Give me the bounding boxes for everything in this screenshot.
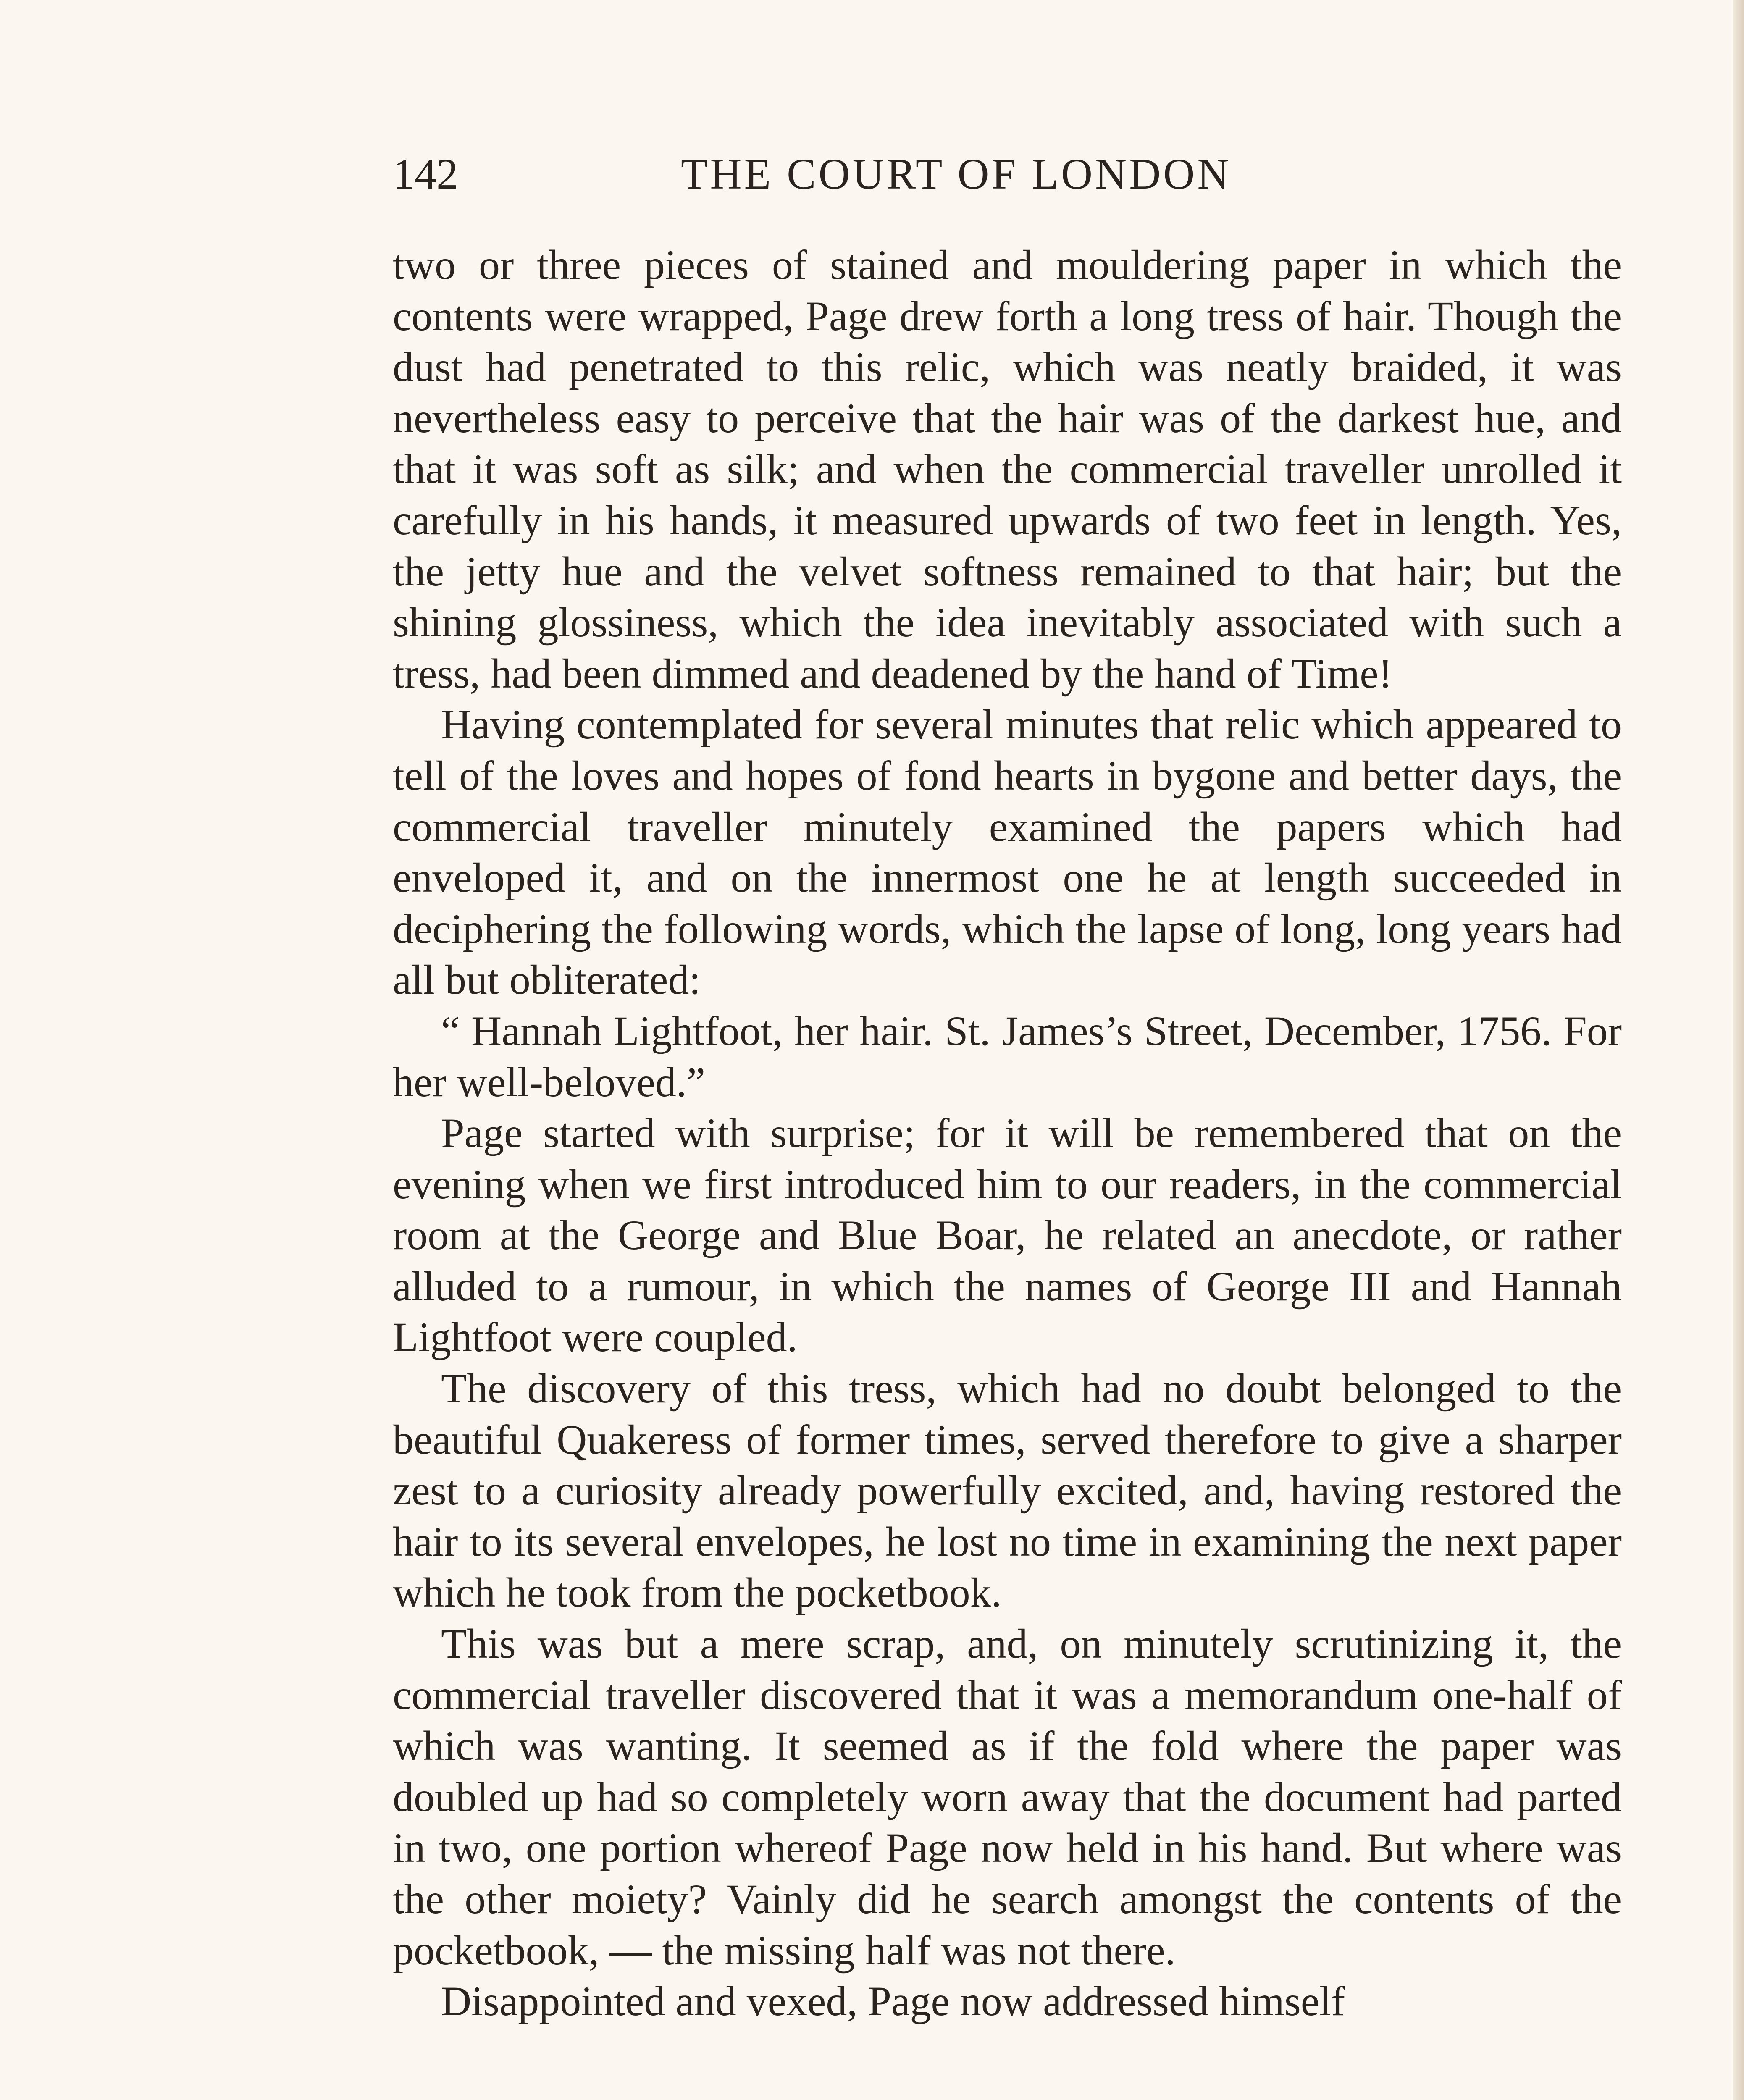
page-number: 142 xyxy=(393,150,458,198)
paragraph-4: Page started with surprise; for it will be remembered that on the evening when we first introduced him to our readers, in the commercial room at the George and Blue Boar, he related an anecdote, or rather alluded to a rumour, in which the names of George III and Hannah Lightfoot were coupled. xyxy=(393,1110,1622,1361)
page-edge xyxy=(1733,0,1744,2100)
running-title: THE COURT OF LONDON xyxy=(681,150,1232,198)
paragraph-1: two or three pieces of stained and mouldering paper in which the contents were wrapped, Page drew forth a long tress of hair. Though the dust had penetrated to this relic, which was neatly braided, it was nevertheless easy to perceive that the hair was of the darkest hue, and that it was soft as silk; and when the commercial traveller unrolled it carefully in his hands, it measured upwards of two feet in length. Yes, the jetty hue and the velvet softness remained to that hair; but the shining glossiness, which the idea inevitably associated with such a tress, had been dimmed and deadened by the hand of Time! xyxy=(393,242,1622,697)
paragraph-7: Disappointed and vexed, Page now addressed himself xyxy=(441,1978,1345,2025)
running-head xyxy=(393,149,1622,208)
body-text xyxy=(393,239,1622,2027)
paragraph-2: Having contemplated for several minutes that relic which appeared to tell of the loves and hopes of fond hearts in bygone and better days, the commercial traveller minutely examined the papers which had enveloped it, and on the innermost one he at length succeeded in deciphering the following words, which the lapse of long, long years had all but obliterated: xyxy=(393,701,1622,1003)
paragraph-5: The discovery of this tress, which had no doubt belonged to the beautiful Quakeress of former times, served therefore to give a sharper zest to a curiosity already powerfully excited, and, having restored the hair to its several envelopes, he lost no time in examining the next paper which he took from the pocketbook. xyxy=(393,1365,1622,1616)
paragraph-6: This was but a mere scrap, and, on minutely scrutinizing it, the commercial traveller discovered that it was a memorandum one-half of which was wanting. It seemed as if the fold where the paper was doubled up had so completely worn away that the document had parted in two, one portion whereof Page now held in his hand. But where was the other moiety? Vainly did he search amongst the contents of the pocketbook, — the missing half was not there. xyxy=(393,1620,1622,1974)
paragraph-3: “ Hannah Lightfoot, her hair. St. James’s Street, December, 1756. For her well-beloved.” xyxy=(393,1007,1622,1105)
